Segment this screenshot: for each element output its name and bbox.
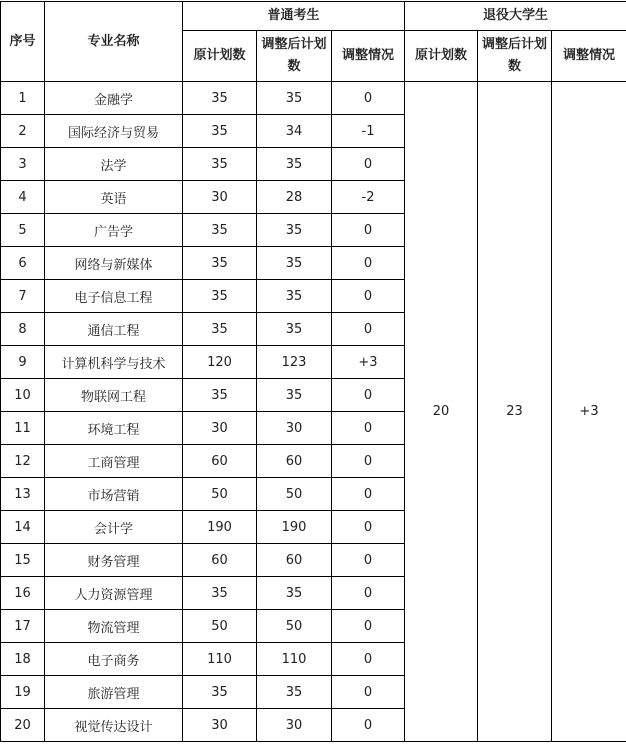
cell-major-name: 广告学 (45, 214, 183, 247)
header-general-adjusted: 调整后计划数 (257, 31, 332, 82)
cell-general-original: 30 (183, 709, 257, 742)
cell-index: 16 (1, 577, 45, 610)
cell-general-original: 35 (183, 379, 257, 412)
header-general-adjustment: 调整情况 (332, 31, 405, 82)
cell-veteran-adjusted: 23 (478, 82, 552, 742)
cell-general-adjustment: 0 (332, 280, 405, 313)
cell-general-adjustment: 0 (332, 247, 405, 280)
cell-major-name: 物流管理 (45, 610, 183, 643)
cell-major-name: 市场营销 (45, 478, 183, 511)
cell-general-original: 120 (183, 346, 257, 379)
cell-index: 6 (1, 247, 45, 280)
cell-general-original: 60 (183, 544, 257, 577)
cell-general-adjustment: 0 (332, 610, 405, 643)
cell-index: 2 (1, 115, 45, 148)
cell-general-adjusted: 60 (257, 544, 332, 577)
cell-major-name: 网络与新媒体 (45, 247, 183, 280)
cell-general-adjusted: 35 (257, 676, 332, 709)
cell-general-original: 35 (183, 82, 257, 115)
cell-general-adjustment: -2 (332, 181, 405, 214)
cell-general-original: 35 (183, 313, 257, 346)
cell-general-original: 35 (183, 148, 257, 181)
cell-index: 8 (1, 313, 45, 346)
cell-general-adjusted: 110 (257, 643, 332, 676)
header-veteran-adjustment: 调整情况 (552, 31, 626, 82)
header-veteran-original: 原计划数 (405, 31, 478, 82)
header-index: 序号 (1, 2, 45, 82)
cell-general-adjustment: 0 (332, 544, 405, 577)
header-veteran-group: 退役大学生 (405, 2, 626, 31)
cell-general-original: 60 (183, 445, 257, 478)
cell-general-original: 35 (183, 247, 257, 280)
cell-major-name: 工商管理 (45, 445, 183, 478)
header-veteran-adjusted: 调整后计划数 (478, 31, 552, 82)
cell-general-adjusted: 60 (257, 445, 332, 478)
cell-general-adjusted: 50 (257, 610, 332, 643)
cell-general-original: 110 (183, 643, 257, 676)
cell-general-adjusted: 35 (257, 82, 332, 115)
enrollment-plan-table (0, 1, 626, 742)
cell-general-original: 50 (183, 610, 257, 643)
header-major: 专业名称 (45, 2, 183, 82)
header-general-original: 原计划数 (183, 31, 257, 82)
cell-general-original: 35 (183, 676, 257, 709)
cell-general-adjustment: 0 (332, 445, 405, 478)
cell-general-adjusted: 35 (257, 247, 332, 280)
cell-index: 5 (1, 214, 45, 247)
cell-index: 11 (1, 412, 45, 445)
cell-general-adjusted: 123 (257, 346, 332, 379)
cell-general-adjustment: 0 (332, 577, 405, 610)
cell-major-name: 物联网工程 (45, 379, 183, 412)
cell-general-original: 35 (183, 214, 257, 247)
cell-general-adjusted: 35 (257, 214, 332, 247)
cell-general-original: 35 (183, 280, 257, 313)
cell-index: 1 (1, 82, 45, 115)
cell-major-name: 视觉传达设计 (45, 709, 183, 742)
cell-general-original: 50 (183, 478, 257, 511)
cell-major-name: 旅游管理 (45, 676, 183, 709)
cell-general-original: 35 (183, 115, 257, 148)
cell-veteran-adjustment: +3 (552, 82, 626, 742)
cell-general-adjustment: 0 (332, 412, 405, 445)
cell-major-name: 国际经济与贸易 (45, 115, 183, 148)
cell-major-name: 电子商务 (45, 643, 183, 676)
cell-general-original: 30 (183, 412, 257, 445)
cell-index: 20 (1, 709, 45, 742)
cell-general-original: 190 (183, 511, 257, 544)
cell-major-name: 会计学 (45, 511, 183, 544)
cell-major-name: 通信工程 (45, 313, 183, 346)
cell-general-adjusted: 50 (257, 478, 332, 511)
cell-index: 3 (1, 148, 45, 181)
cell-general-adjusted: 35 (257, 313, 332, 346)
cell-general-adjusted: 190 (257, 511, 332, 544)
cell-general-adjustment: 0 (332, 478, 405, 511)
cell-major-name: 环境工程 (45, 412, 183, 445)
cell-general-adjustment: 0 (332, 709, 405, 742)
cell-general-adjustment: 0 (332, 643, 405, 676)
cell-general-adjusted: 35 (257, 577, 332, 610)
cell-index: 17 (1, 610, 45, 643)
cell-index: 7 (1, 280, 45, 313)
cell-index: 15 (1, 544, 45, 577)
table-body (1, 82, 626, 742)
cell-major-name: 法学 (45, 148, 183, 181)
cell-index: 13 (1, 478, 45, 511)
cell-index: 19 (1, 676, 45, 709)
cell-major-name: 电子信息工程 (45, 280, 183, 313)
cell-index: 18 (1, 643, 45, 676)
header-general-group: 普通考生 (183, 2, 405, 31)
cell-general-original: 30 (183, 181, 257, 214)
cell-general-adjustment: 0 (332, 82, 405, 115)
cell-general-adjusted: 34 (257, 115, 332, 148)
cell-general-adjusted: 35 (257, 148, 332, 181)
table-row (1, 82, 626, 115)
cell-major-name: 英语 (45, 181, 183, 214)
cell-veteran-original: 20 (405, 82, 478, 742)
cell-index: 12 (1, 445, 45, 478)
cell-general-adjustment: +3 (332, 346, 405, 379)
cell-major-name: 金融学 (45, 82, 183, 115)
cell-general-adjusted: 30 (257, 709, 332, 742)
cell-major-name: 人力资源管理 (45, 577, 183, 610)
cell-index: 4 (1, 181, 45, 214)
cell-index: 9 (1, 346, 45, 379)
cell-general-adjustment: -1 (332, 115, 405, 148)
cell-general-original: 35 (183, 577, 257, 610)
cell-general-adjusted: 28 (257, 181, 332, 214)
cell-general-adjustment: 0 (332, 148, 405, 181)
cell-index: 10 (1, 379, 45, 412)
cell-general-adjusted: 30 (257, 412, 332, 445)
cell-major-name: 计算机科学与技术 (45, 346, 183, 379)
header-row-1 (1, 2, 626, 31)
cell-general-adjustment: 0 (332, 379, 405, 412)
cell-general-adjusted: 35 (257, 379, 332, 412)
cell-general-adjustment: 0 (332, 313, 405, 346)
cell-general-adjustment: 0 (332, 511, 405, 544)
cell-general-adjusted: 35 (257, 280, 332, 313)
cell-major-name: 财务管理 (45, 544, 183, 577)
cell-general-adjustment: 0 (332, 676, 405, 709)
cell-index: 14 (1, 511, 45, 544)
cell-general-adjustment: 0 (332, 214, 405, 247)
